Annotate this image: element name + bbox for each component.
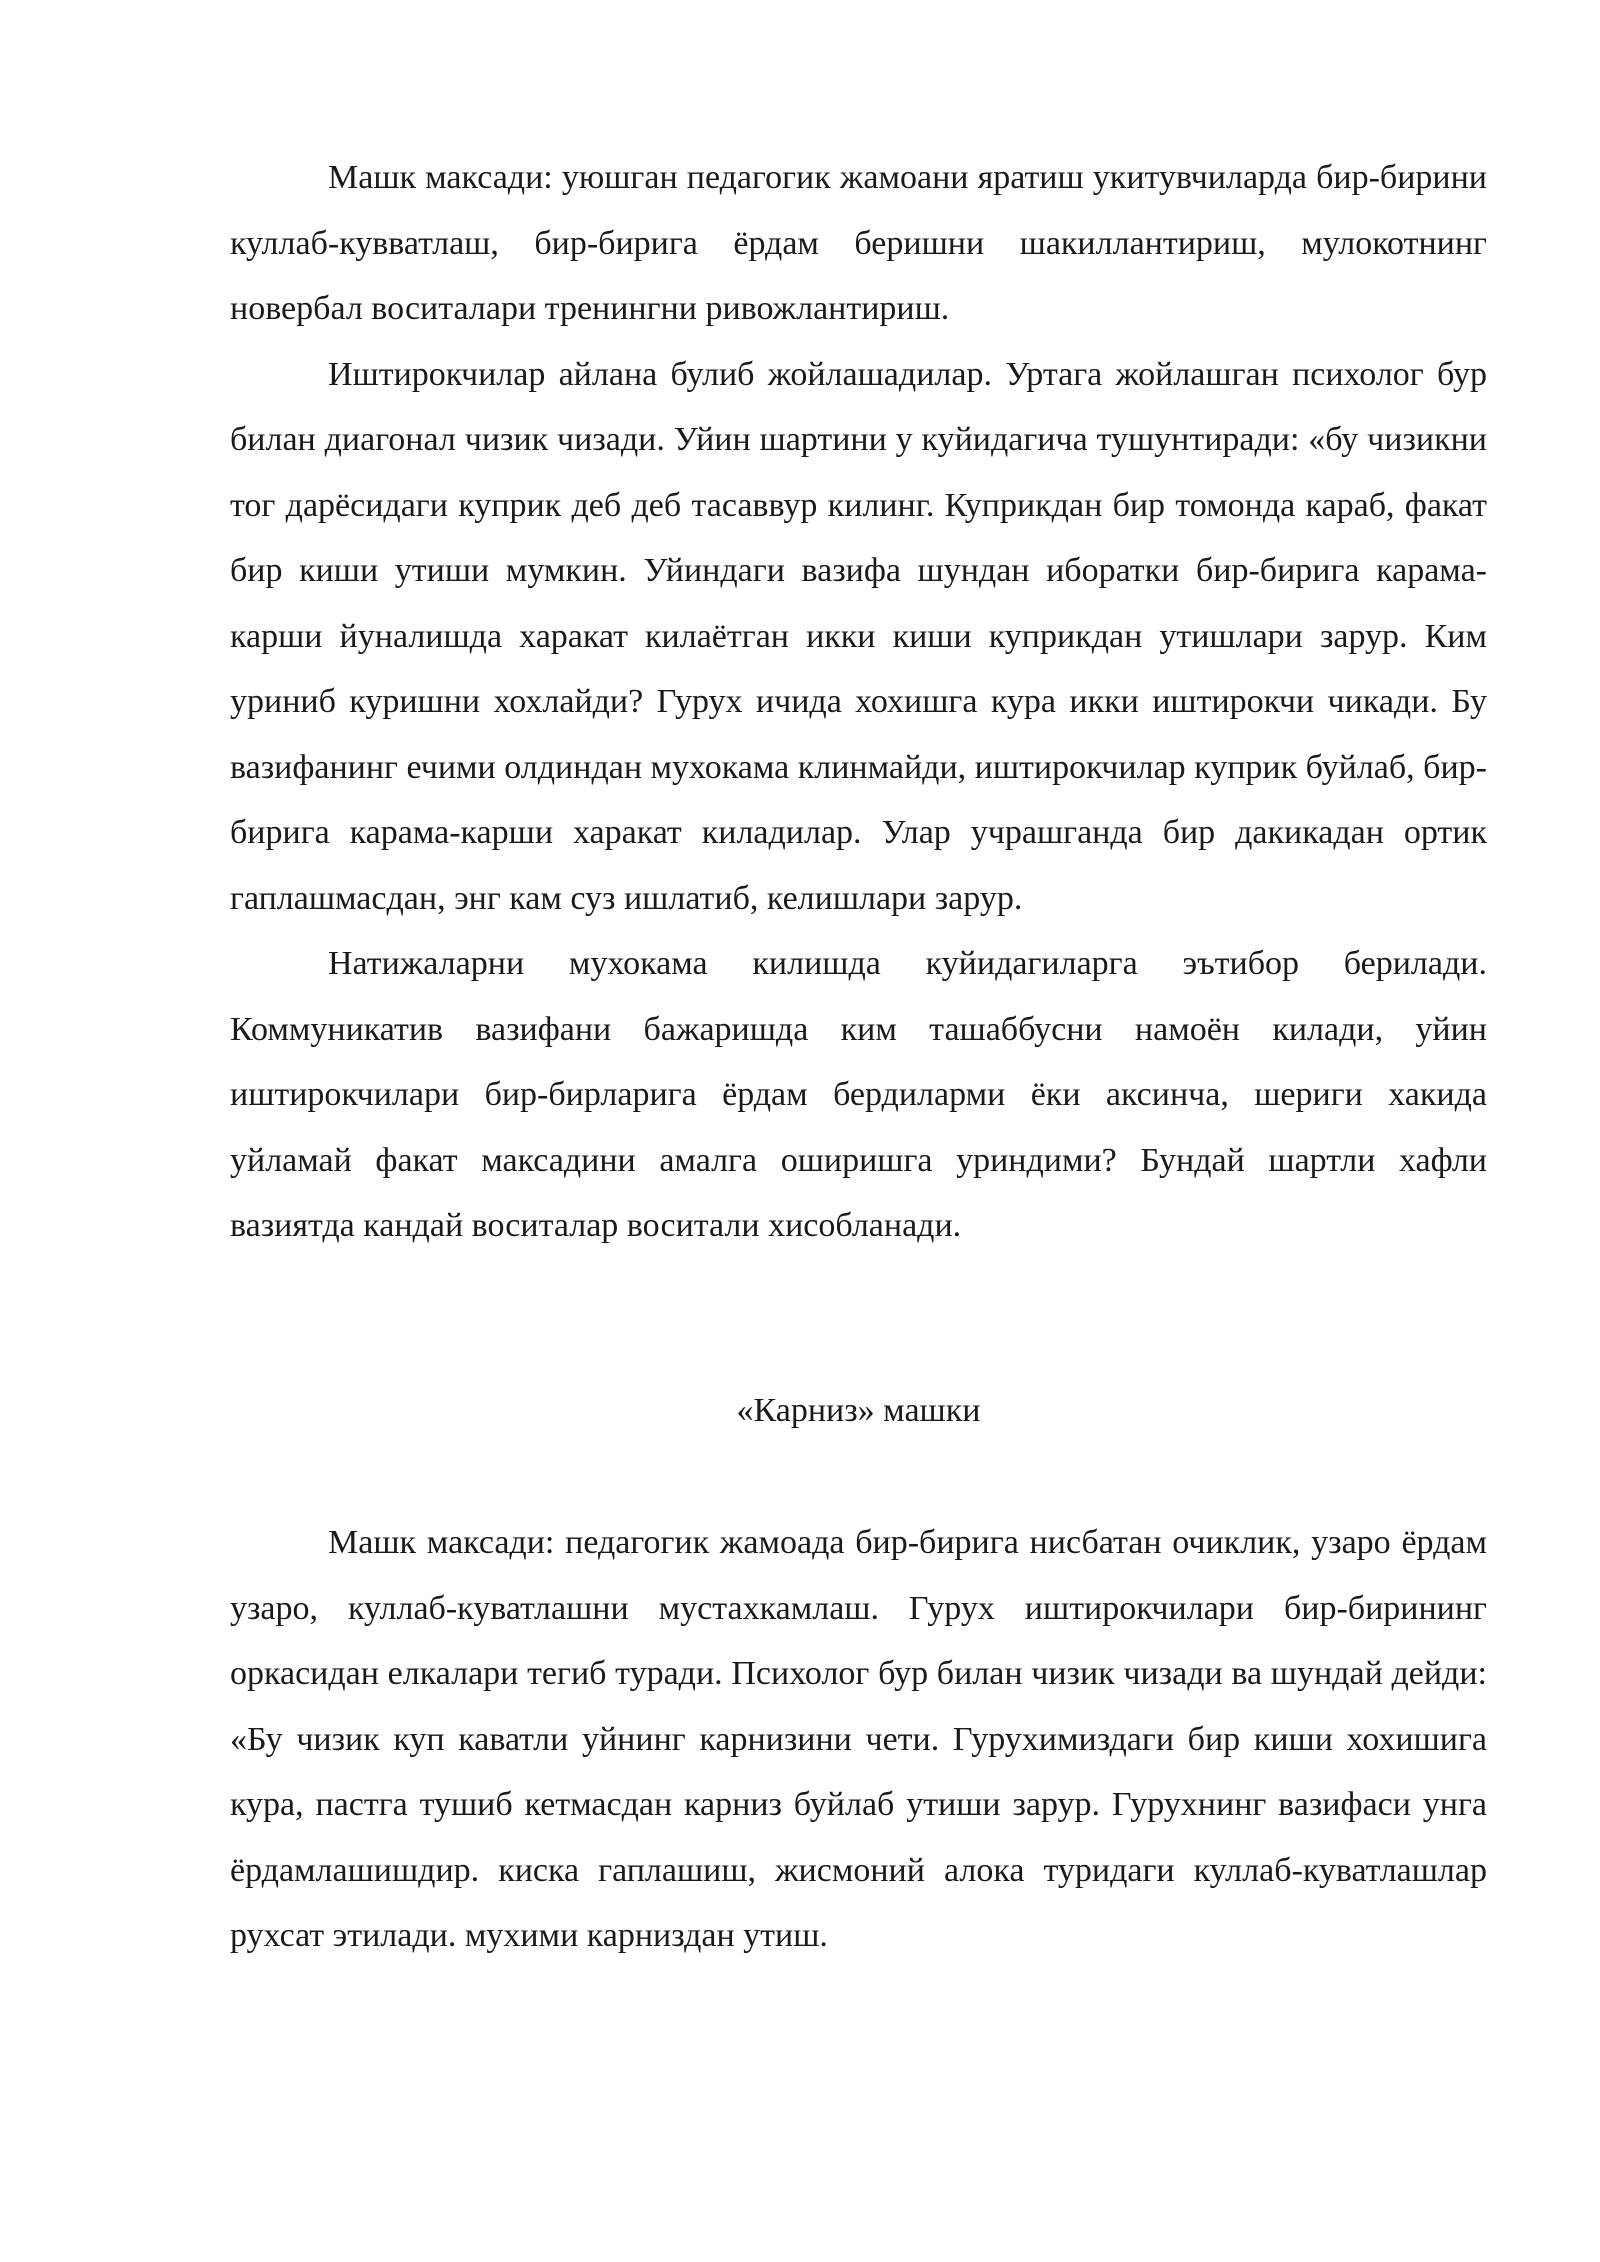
section-exercise-cornice [230, 1510, 1487, 1969]
section-exercise-bridge [230, 145, 1487, 1259]
section-heading: «Карниз» машки [736, 1392, 981, 1429]
paragraph-cornice-instructions: Машк максади: педагогик жамоада бир-бирига нисбатан очиклик, узаро ёрдам узаро, куллаб-куватлашни мустахкамлаш. Гурух иштирокчилари бир-бирининг оркасидан елкалари тегиб туради. Психолог бур билан чизик чизади ва шундай дейди: «Бу чизик куп каватли уйнинг карнизини чети. Гурухимиздаги бир киши хохишига кура, пастга тушиб кетмасдан карниз буйлаб утиши зарур. Гурухнинг вазифаси унга ёрдамлашишдир. киска гаплашиш, жисмоний алока туридаги куллаб-куватлашлар рухсат этилади. мухими карниздан утиш. [230, 1524, 1487, 1954]
paragraph-exercise-goal: Машк максади: уюшган педагогик жамоани яратиш укитувчиларда бир-бирини куллаб-кувватлаш, бир-бирига ёрдам беришни шакиллантириш, мулокотнинг новербал воситалари тренингни ривожлантириш. [230, 159, 1487, 327]
paragraph-bridge-instructions: Иштирокчилар айлана булиб жойлашадилар. Уртага жойлашган психолог бур билан диагонал чизик чизади. Уйин шартини у куйидагича тушунтиради: «бу чизикни тог дарёсидаги куприк деб деб тасаввур килинг. Куприкдан бир томонда караб, факат бир киши утиши мумкин. Уйиндаги вазифа шундан иборатки бир-бирига карама-карши йуналишда харакат килаётган икки киши куприкдан утишлари зарур. Ким уриниб куришни хохлайди? Гурух ичида хохишга кура икки иштирокчи чикади. Бу вазифанинг ечими олдиндан мухокама клинмайди, иштирокчилар куприк буйлаб, бир-бирига карама-карши харакат киладилар. Улар учрашганда бир дакикадан ортик гаплашмасдан, энг кам суз ишлатиб, келишлари зарур. [230, 355, 1487, 917]
paragraph-discussion: Натижаларни мухокама килишда куйидагиларга эътибор берилади. Коммуникатив вазифани бажаришда ким ташаббусни намоён килади, уйин иштирокчилари бир-бирларига ёрдам бердиларми ёки аксинча, шериги хакида уйламай факат максадини амалга оширишга уриндими? Бундай шартли хафли вазиятда кандай воситалар воситали хисобланади. [230, 945, 1487, 1244]
section-heading-block [230, 1378, 1487, 1444]
